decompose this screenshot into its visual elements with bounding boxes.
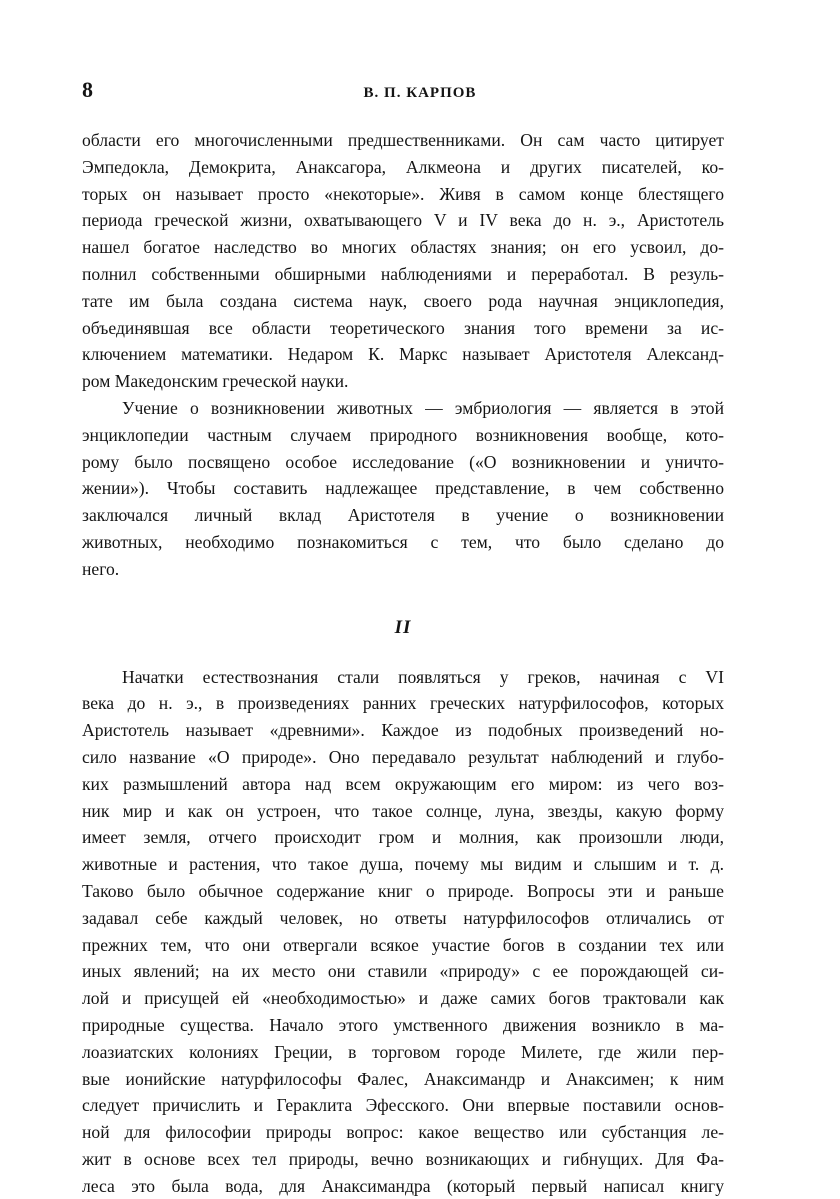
text-line: ром Македонским греческой науки. (82, 371, 349, 392)
text-line: области его многочисленными предшественниками. Он сам часто цитирует (82, 130, 724, 150)
text-line: ник мир и как он устроен, что такое солнце, луна, звезды, какую форму (82, 800, 724, 821)
text-line: Таково было обычное содержание книг о природе. Вопросы эти и раньше (82, 880, 724, 901)
text-line: животные и растения, что такое душа, почему мы видим и слышим и т. д. (82, 854, 724, 875)
text-line: лоазиатских колониях Греции, в торговом городе Милете, где жили пер- (82, 1041, 724, 1062)
text-line: энциклопедии частным случаем природного возникновения вообще, кото- (82, 424, 724, 445)
text-line: леса это была вода, для Анаксимандра (который первый написал книгу (82, 1175, 724, 1196)
text-line: вые ионийские натурфилософы Фалес, Анаксимандр и Анаксимен; к ним (82, 1068, 724, 1089)
text-line: торых он называет просто «некоторые». Живя в самом конце блестящего (82, 183, 724, 204)
text-line: прежних тем, что они отвергали всякое участие богов в создании тех или (82, 934, 724, 955)
section-heading: II (394, 616, 412, 638)
text-line: периода греческой жизни, охватывающего V и IV века до н. э., Аристотель (82, 210, 724, 231)
text-line: сило название «О природе». Оно передавало результат наблюдений и глубо- (82, 746, 724, 767)
text-line: объединявшая все области теоретического знания того времени за ис- (82, 317, 724, 338)
text-line: рому было посвящено особое исследование («О возникновении и уничто- (82, 451, 724, 472)
text-line: Учение о возникновении животных — эмбриология — является в этой (122, 397, 724, 418)
page-number: 8 (82, 77, 93, 102)
paragraph-1 (82, 127, 724, 395)
text-line: задавал себе каждый человек, но ответы натурфилософов отличались от (82, 907, 724, 928)
text-line: Начатки естествознания стали появляться у греков, начиная с VI (122, 666, 724, 687)
section-spacer (82, 643, 724, 664)
text-line: природные существа. Начало этого умственного движения возникло в ма- (82, 1014, 724, 1035)
text-line: него. (82, 558, 120, 579)
text-line: иных явлений; на их место они ставили «природу» с ее порождающей си- (82, 961, 724, 982)
paragraph-2 (82, 395, 724, 583)
text-line: жит в основе всех тел природы, вечно возникающих и гибнущих. Для Фа- (82, 1148, 724, 1169)
text-line: Эмпедокла, Демокрита, Анаксагора, Алкмеона и других писателей, ко- (82, 156, 724, 177)
section-spacer (82, 583, 724, 613)
running-head: В. П. КАРПОВ (363, 85, 477, 101)
text-line: имеет земля, отчего происходит гром и молния, как произошли люди, (82, 827, 724, 848)
text-line: животных, необходимо познакомиться с тем, что было сделано до (82, 531, 724, 552)
text-line: ключением математики. Недаром К. Маркс называет Аристотеля Александ- (82, 344, 724, 365)
text-line: Аристотель называет «древними». Каждое из подобных произведений но- (82, 720, 724, 741)
text-line: заключался личный вклад Аристотеля в учение о возникновении (82, 505, 724, 526)
text-line: тате им была создана система наук, своего рода научная энциклопедия, (82, 290, 724, 311)
text-line: жении»). Чтобы составить надлежащее представление, в чем собственно (82, 478, 724, 499)
paragraph-3 (82, 664, 724, 1199)
text-line: ких размышлений автора над всем окружающим его миром: из чего воз- (82, 773, 724, 794)
text-line: полнил собственными обширными наблюдениями и переработал. В резуль- (82, 263, 724, 284)
text-line: лой и присущей ей «необходимостью» и даже самих богов трактовали как (82, 988, 724, 1009)
text-line: нашел богатое наследство во многих областях знания; он его усвоил, до- (82, 237, 724, 258)
text-line: ной для философии природы вопрос: какое вещество или субстанция ле- (82, 1122, 724, 1143)
text-line: следует причислить и Гераклита Эфесского. Они впервые поставили основ- (82, 1095, 724, 1116)
text-line: века до н. э., в произведениях ранних греческих натурфилософов, которых (82, 693, 724, 714)
body-text (82, 127, 724, 1199)
